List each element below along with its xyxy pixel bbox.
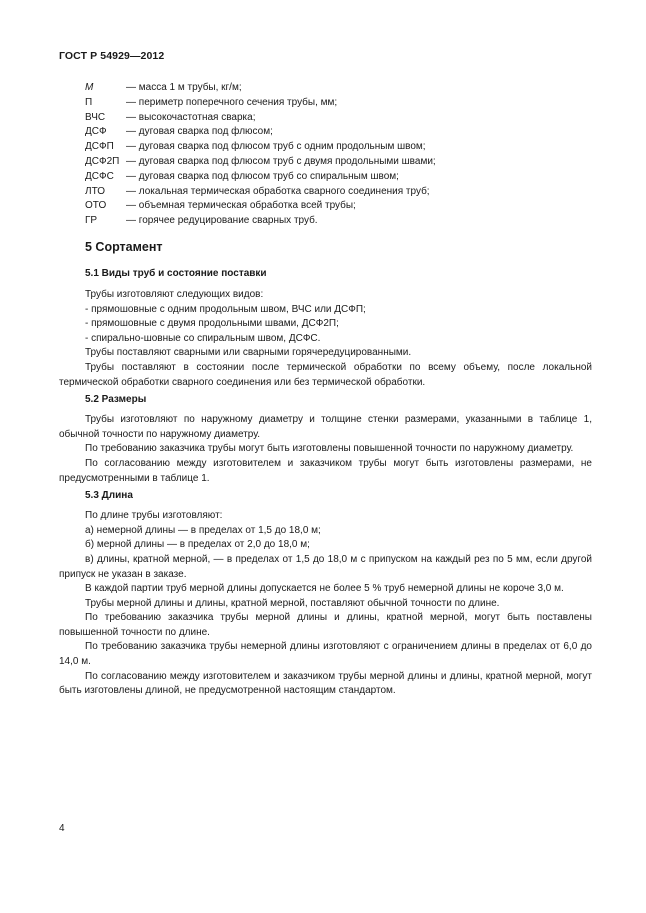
paragraph: Трубы изготовляют следующих видов:: [85, 289, 264, 300]
abbreviation-item: [85, 96, 605, 111]
abbreviation-list: [85, 81, 605, 229]
list-item: - прямошовные с двумя продольными швами, ДСФ2П;: [85, 318, 339, 330]
list-item: а) немерной длины — в пределах от 1,5 до 18,0 м;: [85, 524, 321, 536]
paragraph: В каждой партии труб мерной длины допускается не более 5 % труб немерной длины не короче 3,0 м.: [85, 583, 564, 595]
abbreviation-term: П: [85, 96, 93, 108]
page-number: 4: [59, 823, 65, 834]
paragraph: По требованию заказчика трубы могут быть изготовлены повышенной точности по наружному диаметру.: [85, 443, 574, 455]
abbreviation-term: ДСФ: [85, 126, 107, 138]
abbreviation-term: ДСФ2П: [85, 155, 120, 167]
paragraph: Трубы мерной длины и длины, кратной мерной, поставляют обычной точности по длине.: [85, 597, 500, 609]
abbreviation-item: [85, 170, 605, 185]
abbreviation-definition: — дуговая сварка под флюсом труб с двумя продольными швами;: [126, 155, 436, 167]
abbreviation-definition: — периметр поперечного сечения трубы, мм;: [126, 96, 338, 108]
subsection-title: 5.1 Виды труб и состояние поставки: [85, 268, 267, 279]
list-item: в) длины, кратной мерной, — в пределах от 1,5 до 18,0 м с припуском на каждый рез по 5 мм, если другой припуск не указан в заказе.: [59, 553, 592, 580]
abbreviation-definition: — масса 1 м трубы, кг/м;: [126, 82, 242, 93]
abbreviation-item: [85, 214, 605, 229]
abbreviation-term: ЛТО: [85, 185, 105, 197]
abbreviation-term: ДСФС: [85, 170, 114, 182]
paragraph: По согласованию между изготовителем и заказчиком трубы мерной длины и длины, кратной мерной, могут быть изготовлены длиной, не предусмотренной настоящим стандартом.: [59, 670, 592, 697]
list-item: б) мерной длины — в пределах от 2,0 до 18,0 м;: [85, 539, 310, 551]
abbreviation-item: [85, 140, 605, 155]
abbreviation-item: [85, 125, 605, 140]
abbreviation-definition: — объемная термическая обработка всей трубы;: [126, 200, 356, 212]
abbreviation-term: M: [85, 82, 94, 93]
abbreviation-item: [85, 185, 605, 200]
paragraph: Трубы поставляют сварными или сварными горячередуцированными.: [85, 347, 412, 359]
paragraph: Трубы изготовляют по наружному диаметру и толщине стенки размерами, указанными в таблице 1, обычной точности по наружному диаметру.: [59, 414, 592, 440]
list-item: - спирально-шовные со спиральным швом, ДСФС.: [85, 332, 321, 344]
abbreviation-item: [85, 81, 605, 96]
abbreviation-item: [85, 155, 605, 170]
paragraph: По согласованию между изготовителем и заказчиком трубы могут быть изготовлены размерами, не предусмотренными в таблице 1.: [59, 457, 592, 484]
subsection-title: 5.3 Длина: [85, 490, 133, 502]
section-title: 5 Сортамент: [85, 240, 163, 254]
abbreviation-definition: — горячее редуцирование сварных труб.: [126, 215, 318, 227]
abbreviation-item: [85, 111, 605, 126]
abbreviation-term: ГР: [85, 215, 98, 227]
document-header: ГОСТ Р 54929—2012: [59, 50, 165, 62]
subsection-title: 5.2 Размеры: [85, 394, 147, 406]
abbreviation-item: [85, 199, 605, 214]
abbreviation-definition: — дуговая сварка под флюсом;: [126, 126, 273, 138]
abbreviation-term: ВЧС: [85, 111, 106, 123]
abbreviation-definition: — дуговая сварка под флюсом труб с одним продольным швом;: [126, 141, 426, 153]
paragraph: По требованию заказчика трубы немерной длины изготовляют с ограничением длины в пределах от 6,0 до 14,0 м.: [59, 641, 592, 668]
abbreviation-definition: — дуговая сварка под флюсом труб со спиральным швом;: [126, 170, 399, 182]
paragraph: Трубы поставляют в состоянии после термической обработки по всему объему, после локальной термической обработки сварного соединения или без термической обработки.: [59, 361, 592, 388]
abbreviation-definition: — локальная термическая обработка сварного соединения труб;: [126, 185, 430, 197]
abbreviation-definition: — высокочастотная сварка;: [126, 111, 256, 123]
main-content: [59, 238, 592, 699]
list-item: - прямошовные с одним продольным швом, ВЧС или ДСФП;: [85, 303, 366, 315]
abbreviation-term: ДСФП: [85, 141, 114, 153]
abbreviation-term: ОТО: [85, 200, 107, 212]
paragraph: По требованию заказчика трубы мерной длины и длины, кратной мерной, могут быть поставлены повышенной точности по длине.: [59, 612, 592, 638]
paragraph: По длине трубы изготовляют:: [85, 510, 223, 522]
